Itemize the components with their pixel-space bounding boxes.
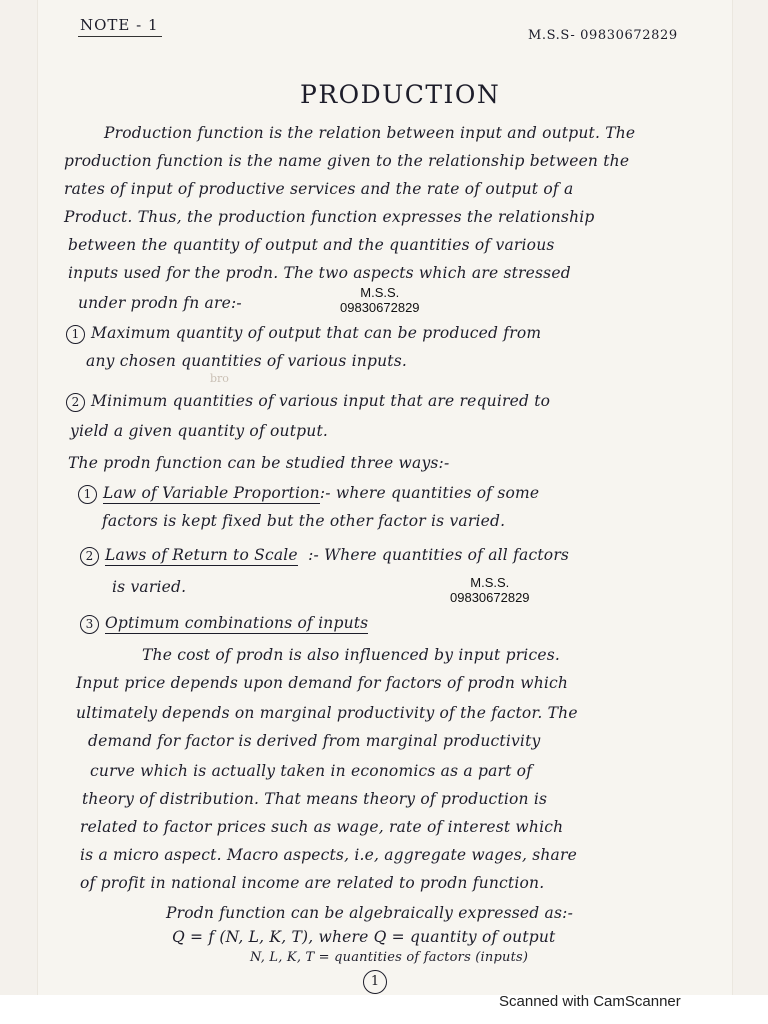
way-3-line-1: [80, 614, 368, 634]
scanner-watermark: Scanned with CamScanner: [499, 993, 681, 1010]
number-1-icon: 1: [78, 485, 97, 504]
way-1-heading: Law of Variable Proportion: [103, 484, 320, 502]
bleed-through-text: bro: [210, 372, 229, 385]
way-2-rest: :- Where quantities of all factors: [308, 546, 570, 564]
way-1-line-2: factors is kept fixed but the other factor is varied.: [102, 512, 506, 530]
page-number: 1: [363, 970, 387, 994]
way-2-heading: Laws of Return to Scale: [105, 546, 298, 564]
way-1-line-1: [78, 484, 539, 504]
para-2-line-9: of profit in national income are related to prodn function.: [80, 874, 545, 892]
number-1-icon: 1: [66, 325, 85, 344]
way-1-rest: :- where quantities of some: [319, 484, 540, 502]
formula-definition: N, L, K, T = quantities of factors (inputs): [250, 950, 529, 965]
mss-stamp-1: [340, 285, 420, 315]
body-line-6: inputs used for the prodn. The two aspects which are stressed: [68, 264, 571, 282]
point-1-line-1: [66, 324, 541, 344]
point-2-line-1: [66, 392, 550, 412]
stamp-name: M.S.S.: [360, 285, 400, 300]
body-line-3: rates of input of productive services and the rate of output of a: [64, 180, 574, 198]
para-2-line-1: The cost of prodn is also influenced by input prices.: [142, 646, 560, 664]
note-label: NOTE - 1: [80, 16, 159, 34]
para-2-line-6: theory of distribution. That means theory of production is: [82, 790, 548, 808]
body-line-1: Production function is the relation between input and output. The: [104, 124, 636, 142]
stamp-phone: 09830672829: [450, 590, 530, 605]
para-2-line-4: demand for factor is derived from marginal productivity: [88, 732, 541, 750]
para-2-line-2: Input price depends upon demand for factors of prodn which: [76, 674, 569, 692]
point-1-line-2: any chosen quantities of various inputs.: [86, 352, 408, 370]
way-2-line-1: [80, 546, 569, 566]
contact-number: M.S.S- 09830672829: [528, 28, 678, 43]
body-line-5: between the quantity of output and the quantities of various: [68, 236, 555, 254]
mss-stamp-2: [450, 575, 530, 605]
page-title: PRODUCTION: [300, 80, 501, 109]
number-3-icon: 3: [80, 615, 99, 634]
note-underline: [78, 36, 162, 37]
para-2-line-7: related to factor prices such as wage, rate of interest which: [80, 818, 564, 836]
point-1-text: Maximum quantity of output that can be produced from: [91, 324, 542, 342]
para-2-line-8: is a micro aspect. Macro aspects, i.e, aggregate wages, share: [80, 846, 577, 864]
body-line-2: production function is the name given to the relationship between the: [64, 152, 630, 170]
way-3-heading: Optimum combinations of inputs: [105, 614, 369, 632]
stamp-phone: 09830672829: [340, 300, 420, 315]
formula-intro: Prodn function can be algebraically expressed as:-: [166, 904, 574, 922]
ways-intro: The prodn function can be studied three ways:-: [68, 454, 450, 472]
para-2-line-5: curve which is actually taken in economics as a part of: [90, 762, 533, 780]
number-2-icon: 2: [80, 547, 99, 566]
para-2-line-3: ultimately depends on marginal productivity of the factor. The: [76, 704, 578, 722]
way-2-line-2: is varied.: [112, 578, 187, 596]
body-line-4: Product. Thus, the production function expresses the relationship: [64, 208, 595, 226]
number-2-icon: 2: [66, 393, 85, 412]
point-2-text: Minimum quantities of various input that are required to: [91, 392, 551, 410]
body-line-7: under prodn fn are:-: [78, 294, 242, 312]
point-2-line-2: yield a given quantity of output.: [70, 422, 329, 440]
formula: Q = f (N, L, K, T), where Q = quantity of output: [172, 928, 556, 946]
stamp-name: M.S.S.: [470, 575, 510, 590]
